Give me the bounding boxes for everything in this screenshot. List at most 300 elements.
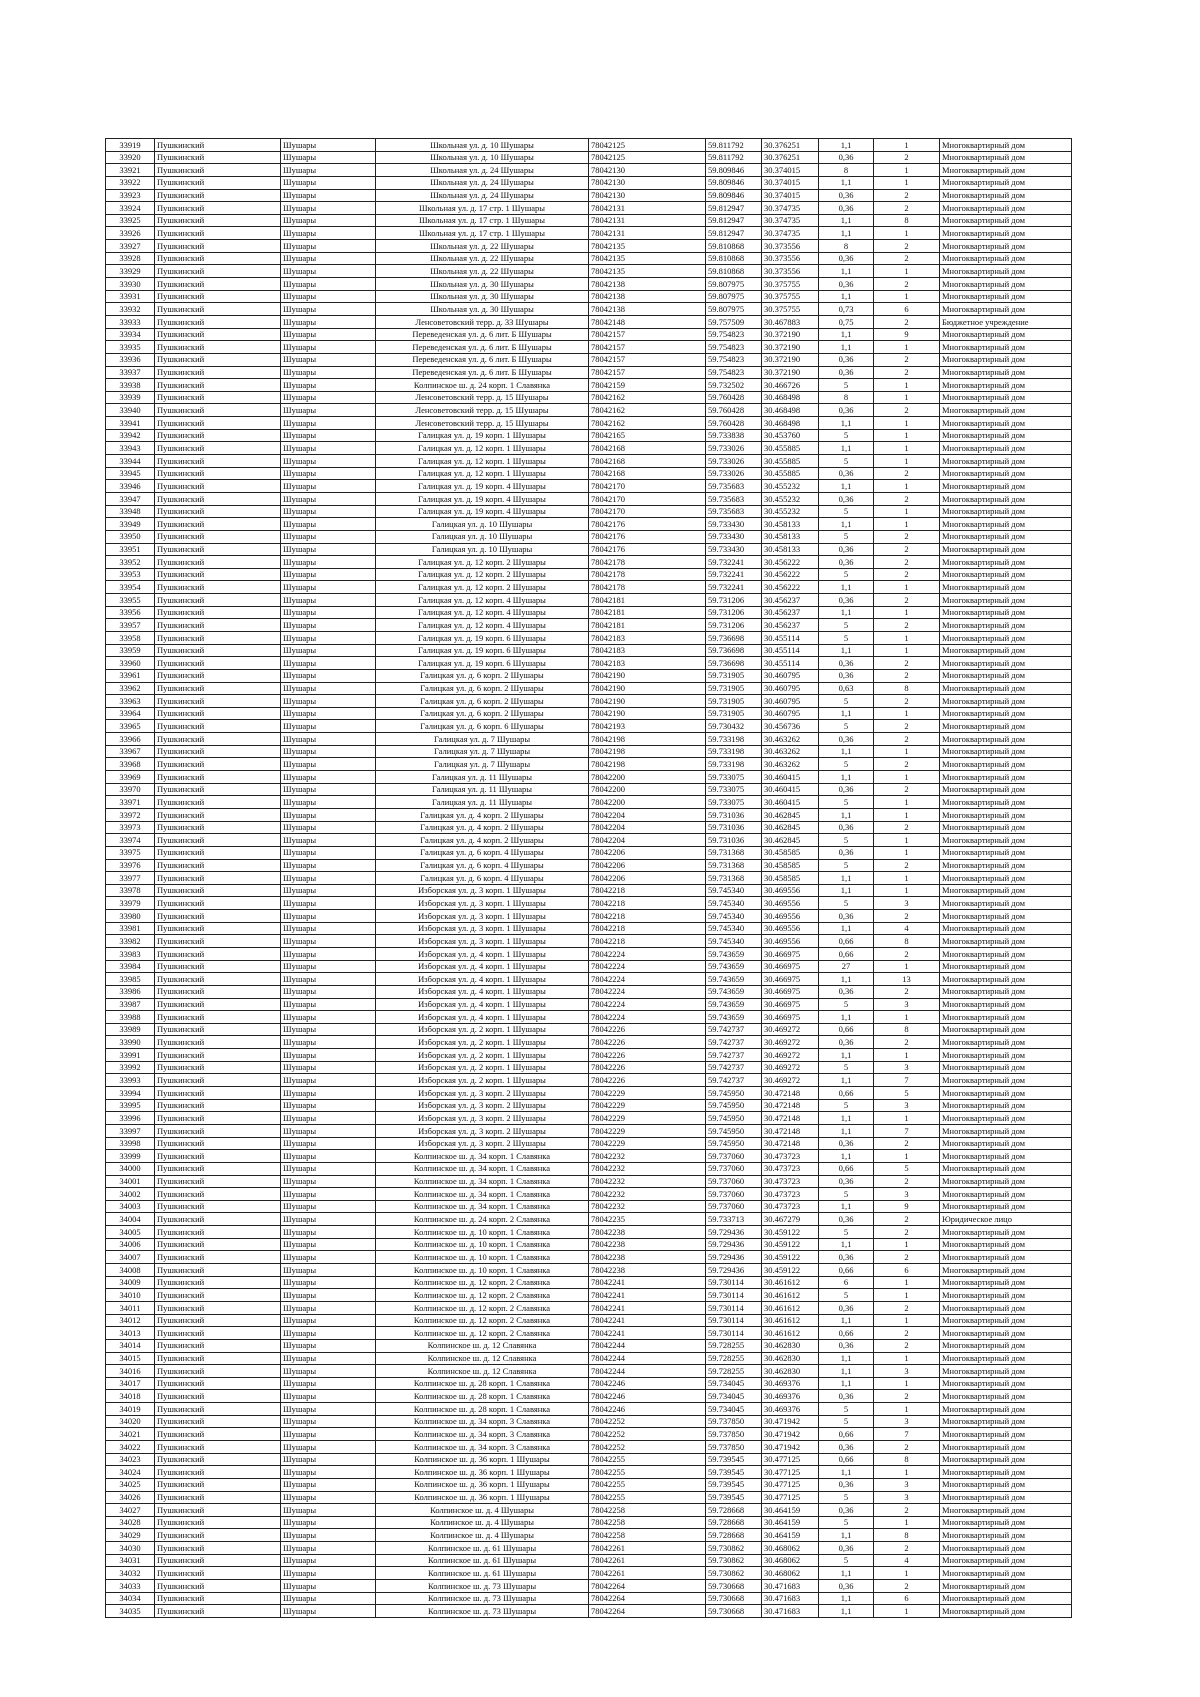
cell-address: Колпинское ш. д. 34 корп. 1 Славянка [376,1150,589,1163]
cell-address: Колпинское ш. д. 36 корп. 1 Шушары [376,1491,589,1504]
cell-address: Колпинское ш. д. 73 Шушары [376,1592,589,1605]
cell-id: 33954 [106,581,155,594]
cell-district: Пушкинский [155,1175,281,1188]
cell-count: 2 [874,657,940,670]
cell-address: Изборская ул. д. 4 корп. 1 Шушары [376,948,589,961]
cell-value: 5 [819,834,874,847]
table-row [106,467,1072,480]
table-row [106,1074,1072,1087]
cell-value: 8 [819,240,874,253]
cell-district: Пушкинский [155,1276,281,1289]
cell-code: 78042190 [589,695,706,708]
cell-longitude: 30.468498 [762,417,819,430]
cell-count: 8 [874,682,940,695]
cell-count: 1 [874,960,940,973]
cell-building-type: Многоквартирный дом [940,1074,1072,1087]
cell-count: 6 [874,303,940,316]
cell-id: 34009 [106,1276,155,1289]
cell-longitude: 30.477125 [762,1491,819,1504]
cell-value: 0,36 [819,910,874,923]
cell-building-type: Многоквартирный дом [940,1011,1072,1024]
cell-latitude: 59.745950 [706,1137,762,1150]
table-row [106,315,1072,328]
table-row [106,556,1072,569]
cell-id: 34023 [106,1453,155,1466]
cell-code: 78042261 [589,1554,706,1567]
cell-value: 1,1 [819,518,874,531]
cell-value: 0,36 [819,1175,874,1188]
cell-count: 1 [874,1377,940,1390]
cell-latitude: 59.812947 [706,202,762,215]
cell-address: Изборская ул. д. 3 корп. 1 Шушары [376,910,589,923]
cell-district: Пушкинский [155,910,281,923]
cell-longitude: 30.463262 [762,733,819,746]
cell-longitude: 30.455232 [762,505,819,518]
cell-building-type: Многоквартирный дом [940,935,1072,948]
cell-longitude: 30.461612 [762,1301,819,1314]
cell-id: 34004 [106,1213,155,1226]
cell-latitude: 59.743659 [706,998,762,1011]
cell-latitude: 59.754823 [706,366,762,379]
cell-address: Школьная ул. д. 17 стр. 1 Шушары [376,202,589,215]
table-row [106,1289,1072,1302]
cell-building-type: Многоквартирный дом [940,341,1072,354]
cell-value: 0,36 [819,1137,874,1150]
cell-value: 1,1 [819,606,874,619]
cell-value: 0,36 [819,1301,874,1314]
cell-value: 1,1 [819,1112,874,1125]
cell-count: 2 [874,1339,940,1352]
cell-locality: Шушары [281,303,376,316]
cell-count: 1 [874,341,940,354]
cell-count: 7 [874,1428,940,1441]
cell-id: 34020 [106,1415,155,1428]
cell-code: 78042170 [589,480,706,493]
cell-latitude: 59.730862 [706,1542,762,1555]
cell-building-type: Многоквартирный дом [940,985,1072,998]
cell-address: Колпинское ш. д. 61 Шушары [376,1567,589,1580]
cell-building-type: Многоквартирный дом [940,1049,1072,1062]
cell-value: 0,36 [819,151,874,164]
cell-district: Пушкинский [155,1099,281,1112]
cell-latitude: 59.730114 [706,1289,762,1302]
cell-count: 2 [874,1542,940,1555]
cell-code: 78042181 [589,606,706,619]
cell-locality: Шушары [281,189,376,202]
cell-count: 2 [874,315,940,328]
cell-locality: Шушары [281,1453,376,1466]
cell-longitude: 30.473723 [762,1162,819,1175]
cell-locality: Шушары [281,1428,376,1441]
cell-longitude: 30.460795 [762,682,819,695]
cell-value: 5 [819,1289,874,1302]
cell-count: 1 [874,1238,940,1251]
table-row [106,594,1072,607]
cell-building-type: Многоквартирный дом [940,265,1072,278]
cell-locality: Шушары [281,846,376,859]
cell-count: 1 [874,581,940,594]
cell-district: Пушкинский [155,1377,281,1390]
table-row [106,669,1072,682]
cell-latitude: 59.742737 [706,1023,762,1036]
cell-value: 0,36 [819,1542,874,1555]
table-row [106,391,1072,404]
cell-latitude: 59.734045 [706,1377,762,1390]
cell-id: 33977 [106,872,155,885]
cell-longitude: 30.468498 [762,391,819,404]
cell-building-type: Многоквартирный дом [940,1415,1072,1428]
table-row [106,1137,1072,1150]
cell-building-type: Многоквартирный дом [940,922,1072,935]
cell-count: 2 [874,1213,940,1226]
cell-locality: Шушары [281,796,376,809]
cell-district: Пушкинский [155,1440,281,1453]
cell-value: 0,66 [819,1327,874,1340]
cell-value: 1,1 [819,214,874,227]
cell-id: 34034 [106,1592,155,1605]
cell-district: Пушкинский [155,176,281,189]
cell-address: Галицкая ул. д. 4 корп. 2 Шушары [376,821,589,834]
cell-district: Пушкинский [155,1580,281,1593]
cell-longitude: 30.471683 [762,1580,819,1593]
cell-building-type: Многоквартирный дом [940,707,1072,720]
cell-building-type: Многоквартирный дом [940,695,1072,708]
cell-longitude: 30.471683 [762,1592,819,1605]
cell-value: 0,36 [819,366,874,379]
cell-address: Колпинское ш. д. 61 Шушары [376,1542,589,1555]
cell-district: Пушкинский [155,935,281,948]
table-row [106,366,1072,379]
cell-building-type: Многоквартирный дом [940,1099,1072,1112]
cell-code: 78042261 [589,1567,706,1580]
table-row [106,1188,1072,1201]
cell-value: 1,1 [819,480,874,493]
cell-latitude: 59.809846 [706,189,762,202]
cell-locality: Шушары [281,594,376,607]
cell-locality: Шушары [281,429,376,442]
cell-code: 78042162 [589,417,706,430]
cell-longitude: 30.461612 [762,1289,819,1302]
cell-code: 78042178 [589,581,706,594]
cell-value: 0,36 [819,846,874,859]
table-row [106,189,1072,202]
cell-building-type: Многоквартирный дом [940,1327,1072,1340]
cell-building-type: Многоквартирный дом [940,252,1072,265]
cell-longitude: 30.462845 [762,808,819,821]
cell-code: 78042176 [589,530,706,543]
cell-longitude: 30.462830 [762,1352,819,1365]
cell-locality: Шушары [281,176,376,189]
cell-address: Колпинское ш. д. 36 корп. 1 Шушары [376,1478,589,1491]
cell-code: 78042258 [589,1529,706,1542]
cell-address: Школьная ул. д. 30 Шушары [376,290,589,303]
cell-address: Колпинское ш. д. 12 корп. 2 Славянка [376,1301,589,1314]
cell-latitude: 59.811792 [706,139,762,152]
cell-latitude: 59.737060 [706,1150,762,1163]
cell-value: 1,1 [819,341,874,354]
table-row [106,530,1072,543]
cell-value: 0,36 [819,985,874,998]
cell-locality: Шушары [281,467,376,480]
cell-longitude: 30.469272 [762,1036,819,1049]
cell-latitude: 59.733075 [706,796,762,809]
table-row [106,1352,1072,1365]
cell-locality: Шушары [281,252,376,265]
cell-value: 0,36 [819,189,874,202]
cell-building-type: Многоквартирный дом [940,1137,1072,1150]
cell-code: 78042252 [589,1428,706,1441]
cell-district: Пушкинский [155,1453,281,1466]
cell-count: 2 [874,733,940,746]
table-row [106,1377,1072,1390]
cell-code: 78042193 [589,720,706,733]
cell-value: 0,36 [819,669,874,682]
cell-address: Изборская ул. д. 3 корп. 2 Шушары [376,1087,589,1100]
cell-building-type: Многоквартирный дом [940,303,1072,316]
cell-latitude: 59.730862 [706,1567,762,1580]
cell-address: Переведенская ул. д. 6 лит. Б Шушары [376,366,589,379]
cell-value: 0,36 [819,202,874,215]
cell-district: Пушкинский [155,379,281,392]
cell-count: 1 [874,455,940,468]
cell-address: Галицкая ул. д. 19 корп. 6 Шушары [376,644,589,657]
cell-locality: Шушары [281,1314,376,1327]
cell-district: Пушкинский [155,619,281,632]
cell-longitude: 30.477125 [762,1453,819,1466]
cell-locality: Шушары [281,366,376,379]
table-row [106,139,1072,152]
cell-latitude: 59.745340 [706,897,762,910]
cell-latitude: 59.812947 [706,227,762,240]
cell-count: 3 [874,1099,940,1112]
table-row [106,631,1072,644]
cell-locality: Шушары [281,1327,376,1340]
cell-value: 5 [819,720,874,733]
cell-value: 0,36 [819,1036,874,1049]
cell-latitude: 59.731206 [706,594,762,607]
cell-id: 33966 [106,733,155,746]
cell-id: 33981 [106,922,155,935]
cell-district: Пушкинский [155,1061,281,1074]
cell-latitude: 59.731206 [706,619,762,632]
cell-code: 78042165 [589,429,706,442]
cell-building-type: Многоквартирный дом [940,1226,1072,1239]
cell-count: 1 [874,745,940,758]
cell-longitude: 30.471942 [762,1440,819,1453]
cell-latitude: 59.743659 [706,985,762,998]
cell-value: 0,66 [819,1428,874,1441]
cell-longitude: 30.460415 [762,783,819,796]
cell-value: 5 [819,619,874,632]
cell-id: 33924 [106,202,155,215]
cell-locality: Шушары [281,922,376,935]
cell-id: 33999 [106,1150,155,1163]
cell-locality: Шушары [281,1491,376,1504]
cell-longitude: 30.458585 [762,872,819,885]
cell-district: Пушкинский [155,1011,281,1024]
cell-district: Пушкинский [155,834,281,847]
cell-address: Галицкая ул. д. 19 корп. 6 Шушары [376,657,589,670]
cell-address: Галицкая ул. д. 12 корп. 4 Шушары [376,606,589,619]
cell-code: 78042204 [589,808,706,821]
cell-count: 9 [874,1200,940,1213]
cell-locality: Шушары [281,771,376,784]
cell-building-type: Многоквартирный дом [940,1061,1072,1074]
cell-locality: Шушары [281,998,376,1011]
cell-district: Пушкинский [155,657,281,670]
cell-latitude: 59.729436 [706,1264,762,1277]
cell-value: 5 [819,1415,874,1428]
cell-latitude: 59.733198 [706,758,762,771]
cell-locality: Шушары [281,657,376,670]
cell-latitude: 59.807975 [706,303,762,316]
cell-locality: Шушары [281,581,376,594]
cell-building-type: Многоквартирный дом [940,581,1072,594]
cell-district: Пушкинский [155,164,281,177]
table-row [106,758,1072,771]
cell-longitude: 30.469556 [762,910,819,923]
table-row [106,745,1072,758]
cell-building-type: Многоквартирный дом [940,467,1072,480]
cell-longitude: 30.469272 [762,1049,819,1062]
cell-code: 78042130 [589,176,706,189]
cell-value: 0,66 [819,948,874,961]
cell-longitude: 30.463262 [762,745,819,758]
cell-district: Пушкинский [155,1428,281,1441]
cell-id: 33965 [106,720,155,733]
cell-latitude: 59.730114 [706,1314,762,1327]
cell-latitude: 59.739545 [706,1478,762,1491]
cell-locality: Шушары [281,910,376,923]
cell-count: 1 [874,771,940,784]
cell-address: Школьная ул. д. 24 Шушары [376,176,589,189]
cell-longitude: 30.466975 [762,1011,819,1024]
cell-building-type: Многоквартирный дом [940,1188,1072,1201]
cell-longitude: 30.455232 [762,480,819,493]
table-row [106,985,1072,998]
cell-locality: Шушары [281,353,376,366]
cell-address: Галицкая ул. д. 6 корп. 2 Шушары [376,707,589,720]
cell-building-type: Многоквартирный дом [940,1352,1072,1365]
cell-district: Пушкинский [155,467,281,480]
cell-building-type: Многоквартирный дом [940,543,1072,556]
cell-district: Пушкинский [155,1390,281,1403]
cell-count: 2 [874,1390,940,1403]
cell-code: 78042229 [589,1112,706,1125]
cell-longitude: 30.460795 [762,707,819,720]
cell-latitude: 59.728255 [706,1365,762,1378]
table-row [106,1415,1072,1428]
cell-district: Пушкинский [155,897,281,910]
cell-longitude: 30.460415 [762,796,819,809]
cell-latitude: 59.737850 [706,1428,762,1441]
cell-count: 3 [874,897,940,910]
table-row [106,973,1072,986]
cell-count: 1 [874,429,940,442]
cell-code: 78042241 [589,1276,706,1289]
cell-longitude: 30.466975 [762,948,819,961]
cell-count: 2 [874,1504,940,1517]
cell-count: 1 [874,265,940,278]
cell-longitude: 30.469376 [762,1390,819,1403]
cell-count: 5 [874,1162,940,1175]
cell-longitude: 30.469556 [762,884,819,897]
cell-value: 1,1 [819,417,874,430]
cell-code: 78042206 [589,859,706,872]
table-row [106,442,1072,455]
cell-latitude: 59.745950 [706,1112,762,1125]
cell-id: 33987 [106,998,155,1011]
cell-building-type: Многоквартирный дом [940,1453,1072,1466]
cell-district: Пушкинский [155,796,281,809]
cell-district: Пушкинский [155,682,281,695]
cell-id: 34002 [106,1188,155,1201]
table-row [106,821,1072,834]
cell-count: 1 [874,417,940,430]
cell-locality: Шушары [281,1264,376,1277]
cell-address: Изборская ул. д. 2 корп. 1 Шушары [376,1061,589,1074]
cell-building-type: Многоквартирный дом [940,834,1072,847]
cell-building-type: Многоквартирный дом [940,1124,1072,1137]
cell-longitude: 30.469272 [762,1061,819,1074]
cell-building-type: Многоквартирный дом [940,404,1072,417]
cell-building-type: Многоквартирный дом [940,202,1072,215]
cell-address: Галицкая ул. д. 12 корп. 1 Шушары [376,455,589,468]
cell-address: Галицкая ул. д. 6 корп. 4 Шушары [376,859,589,872]
cell-id: 33998 [106,1137,155,1150]
cell-district: Пушкинский [155,846,281,859]
cell-building-type: Многоквартирный дом [940,619,1072,632]
cell-longitude: 30.468062 [762,1554,819,1567]
cell-latitude: 59.745950 [706,1087,762,1100]
cell-building-type: Многоквартирный дом [940,960,1072,973]
cell-district: Пушкинский [155,353,281,366]
cell-latitude: 59.733026 [706,442,762,455]
cell-district: Пушкинский [155,1504,281,1517]
table-row [106,176,1072,189]
cell-address: Школьная ул. д. 24 Шушары [376,189,589,202]
cell-building-type: Многоквартирный дом [940,783,1072,796]
cell-latitude: 59.809846 [706,176,762,189]
cell-id: 33991 [106,1049,155,1062]
cell-building-type: Многоквартирный дом [940,1554,1072,1567]
table-row [106,543,1072,556]
cell-code: 78042135 [589,240,706,253]
cell-locality: Шушары [281,417,376,430]
cell-latitude: 59.733198 [706,745,762,758]
cell-code: 78042238 [589,1264,706,1277]
table-row [106,164,1072,177]
table-row [106,657,1072,670]
cell-latitude: 59.728668 [706,1504,762,1517]
cell-latitude: 59.732241 [706,581,762,594]
cell-code: 78042181 [589,594,706,607]
cell-building-type: Многоквартирный дом [940,720,1072,733]
cell-count: 2 [874,1137,940,1150]
cell-district: Пушкинский [155,530,281,543]
cell-longitude: 30.460795 [762,695,819,708]
cell-id: 34032 [106,1567,155,1580]
cell-locality: Шушары [281,1542,376,1555]
cell-code: 78042200 [589,771,706,784]
cell-value: 5 [819,695,874,708]
table-row [106,834,1072,847]
cell-id: 34031 [106,1554,155,1567]
cell-address: Колпинское ш. д. 36 корп. 1 Шушары [376,1453,589,1466]
cell-value: 5 [819,530,874,543]
cell-district: Пушкинский [155,556,281,569]
cell-address: Школьная ул. д. 10 Шушары [376,139,589,152]
